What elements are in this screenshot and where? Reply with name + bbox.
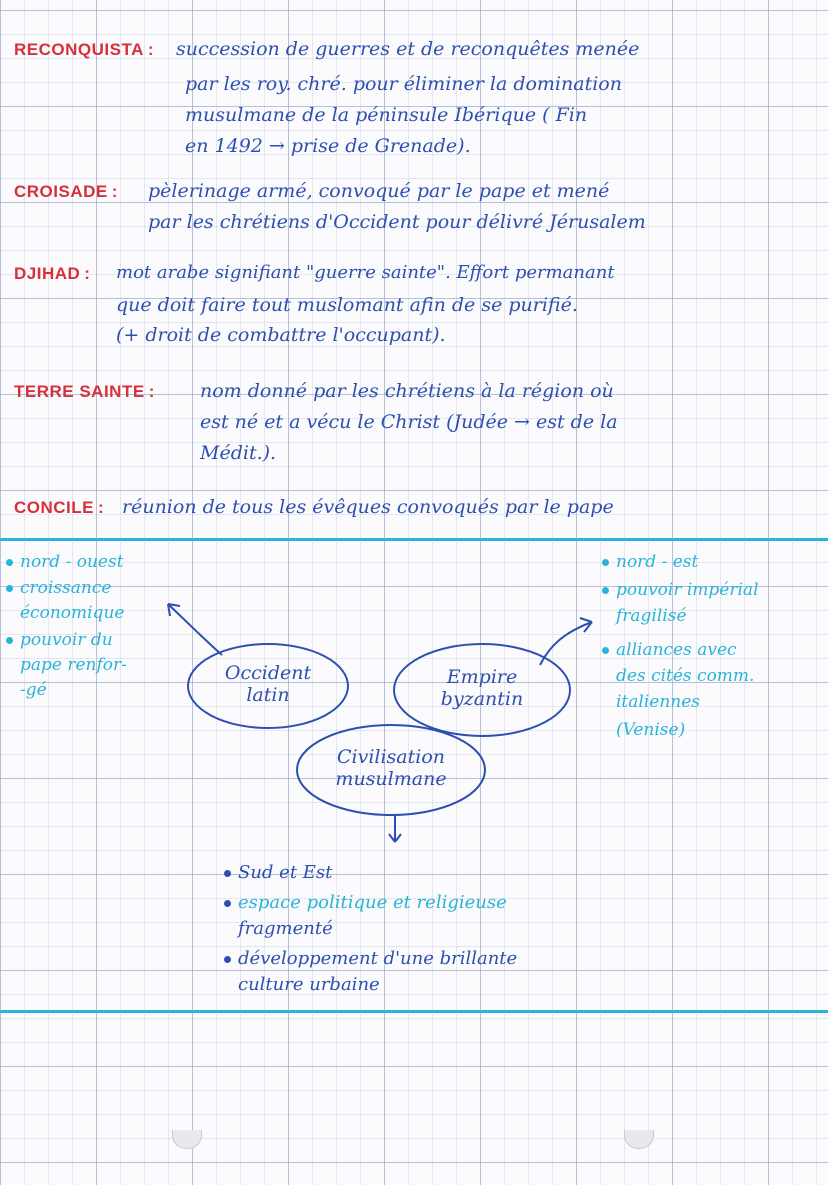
arrow-to-left-notes [168,604,222,655]
note-item-cont: pape renfor- [20,655,127,675]
bullet-icon [6,585,13,592]
note-item: nord - ouest [6,552,124,572]
note-item: pouvoir du [6,630,113,650]
note-item: Sud et Est [224,862,332,883]
bullet-icon [6,559,13,566]
bullet-icon [6,637,13,644]
bullet-icon [602,559,609,566]
node-civilisation-musulmane: Civilisation musulmane [335,746,447,790]
definition-line: (+ droit de combattre l'occupant). [116,324,446,346]
note-item-cont: économique [20,603,125,623]
bullet-icon [224,870,231,877]
note-item-cont: (Venise) [616,720,686,740]
definition-line: par les chrétiens d'Occident pour délivré Jérusalem [148,211,646,233]
note-item-cont: -gé [20,680,47,700]
note-item-cont: fragmenté [238,918,333,939]
definition-line: mot arabe signifiant "guerre sainte". Effort permanant [116,262,615,283]
note-item: espace politique et religieuse [224,892,507,913]
term-label: CROISADE : [14,182,118,201]
definition-line: Médit.). [200,442,277,464]
definition-line: par les roy. chré. pour éliminer la domination [185,73,622,95]
definition-line: succession de guerres et de reconquêtes menée [176,38,640,60]
definition-line: en 1492 → prise de Grenade). [185,135,471,157]
note-item-cont: fragilisé [616,606,687,626]
bullet-icon [224,956,231,963]
note-item-cont: des cités comm. [616,666,755,686]
term-label: RECONQUISTA : [14,40,155,59]
note-item: pouvoir impérial [602,580,759,600]
definition-line: nom donné par les chrétiens à la région où [200,380,614,402]
note-item: croissance [6,578,111,598]
note-item: alliances avec [602,640,737,660]
node-empire-byzantin: Empire byzantin [440,666,524,710]
note-item-cont: culture urbaine [238,974,380,995]
term-label: DJIHAD : [14,264,91,283]
term-label: TERRE SAINTE : [14,382,155,401]
bullet-icon [602,587,609,594]
definition-line: que doit faire tout muslomant afin de se purifié. [116,294,578,316]
node-occident-latin: Occident latin [224,662,312,706]
note-item: développement d'une brillante [224,948,517,969]
definition-line: réunion de tous les évêques convoqués par le pape [122,496,614,518]
definition-line: musulmane de la péninsule Ibérique ( Fin [185,104,588,126]
bullet-icon [224,900,231,907]
note-item: nord - est [602,552,698,572]
definition-line: est né et a vécu le Christ (Judée → est de la [200,411,618,433]
definition-line: pèlerinage armé, convoqué par le pape et mené [148,180,610,202]
bullet-icon [602,647,609,654]
term-label: CONCILE : [14,498,105,517]
note-item-cont: italiennes [616,692,701,712]
